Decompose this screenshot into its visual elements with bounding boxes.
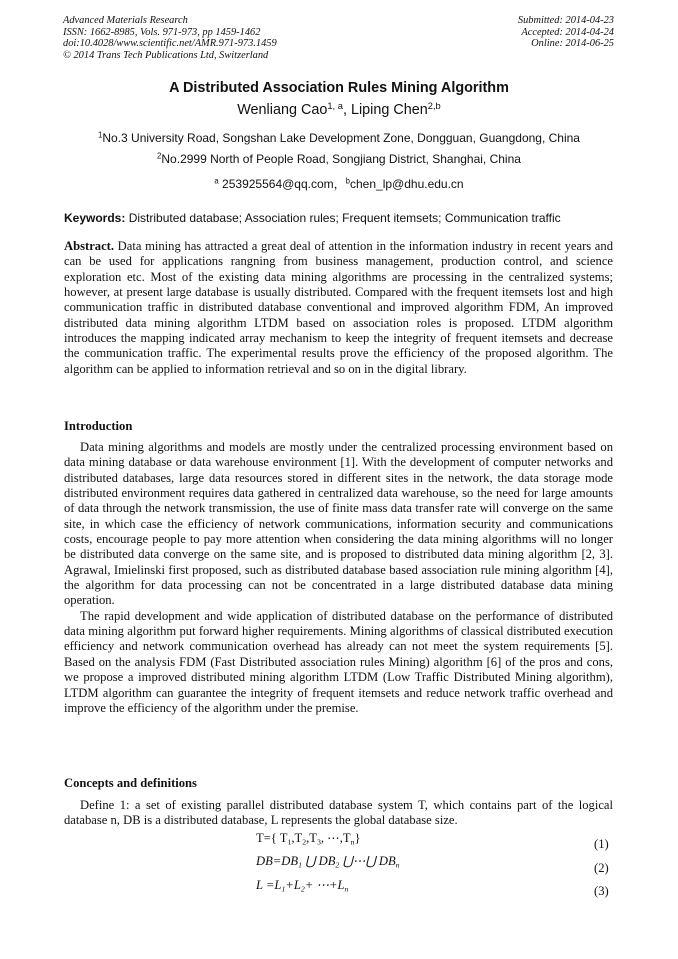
affiliation-1-text: No.3 University Road, Songshan Lake Development Zone, Dongguan, Guangdong, China	[102, 131, 580, 145]
email-a: 253925564@qq.com，	[218, 177, 346, 191]
equation-2: $DB=DB_1$ ⋃ $DB_2$ ⋃⋯⋃ $DB_n$	[256, 854, 400, 870]
abstract-text: Data mining has attracted a great deal of attention in the information industry in recent years and can be used for applications rangning from business management, production control, and science exploration etc. Most of the existing data mining algorithms are processing in the centralized systems; however, at present large database is usually distributed. Compared with the frequent itemsets lost and high communication traffic in distributed database conventional and improved algorithm FDM, An improved distributed data mining algorithm LTDM based on association roles is proposed. LTDM algorithm introduces the mapping indicated array mechanism to keep the integrity of frequent itemsets and decrease the communication traffic. The experimental results prove the efficiency of the proposed algorithm. The algorithm can be applied to information retrieval and so on in the digital library.	[64, 239, 613, 376]
submitted-date: Submitted: 2014-04-23	[517, 15, 614, 26]
publication-dates	[518, 15, 614, 50]
author-emails	[0, 175, 678, 192]
paper-title: A Distributed Association Rules Mining Algorithm	[169, 80, 509, 96]
author-2-name: Liping Chen	[350, 102, 428, 118]
email-b-superscript: b	[345, 176, 350, 186]
abstract-label: Abstract.	[64, 239, 115, 253]
doi-line: doi:10.4028/www.scientific.net/AMR.971-973.1459	[63, 38, 277, 50]
issn-line: ISSN: 1662-8985, Vols. 971-973, pp 1459-1462	[63, 26, 261, 38]
journal-name: Advanced Materials Research	[63, 15, 188, 26]
affiliation-1-superscript: 1	[98, 130, 103, 140]
abstract-paragraph	[64, 239, 613, 377]
introduction-paragraph-2: The rapid development and wide application of distributed database on the performance of distributed data mining algorithm put forward higher requirements. Mining algorithms of classical distributed execution efficiency and network communication overhead has already can not meet the system requirements [5]. Based on the analysis FDM (Fast Distributed association rules Mining) algorithm [6] of the pros and cons, we propose a improved distributed mining algorithm LTDM (Low Traffic Distributed Mining algorithm), LTDM algorithm can guarantee the integrity of frequent itemsets and reduce network traffic overhead and improve the efficiency of the algorithm under the premise.	[64, 608, 613, 715]
accepted-date: Accepted: 2014-04-24	[521, 26, 614, 38]
author-1-name: Wenliang Cao	[237, 102, 328, 118]
keywords-line	[64, 211, 561, 225]
equation-1: T={ $T_1,T_2,T_3$, $\cdots,T_n$}	[256, 831, 361, 847]
concepts-heading: Concepts and definitions	[64, 776, 197, 790]
email-a-superscript: a	[214, 176, 219, 186]
keywords-text: Distributed database; Association rules; Frequent itemsets; Communication traffic	[125, 211, 561, 225]
affiliation-2	[0, 152, 678, 166]
equation-3: $L =L_1+L_2+$ $\cdots+L_n$	[256, 878, 349, 894]
concepts-body	[64, 798, 613, 829]
email-b: chen_lp@dhu.edu.cn	[350, 177, 464, 191]
introduction-heading: Introduction	[64, 419, 133, 433]
equation-3-number: (3)	[594, 884, 609, 898]
author-2-superscript: 2,b	[427, 100, 441, 111]
author-line	[0, 102, 678, 118]
copyright-line: © 2014 Trans Tech Publications Ltd, Switzerland	[63, 49, 269, 61]
keywords-label: Keywords:	[64, 211, 126, 225]
author-1-superscript: 1, a	[327, 100, 343, 111]
introduction-body	[64, 440, 613, 716]
introduction-paragraph-1: Data mining algorithms and models are mostly under the centralized processing environment based on data mining database or data warehouse environment [1]. With the development of computer networks and distributed databases, large data resources stored in different sites in the network, the data storage mode distributed environment requires data gathered in centralized data warehouse, so the need for large amounts of data through the network transmission, the use of finite mass data transfer rate will converge on the same site, in which case the efficiency of network communications, information security and communications costs, encourage people to pay more attention when considering the data mining algorithms will no longer be distributed data converge on the same site, and is proposed to distributed data mining algorithm [2, 3]. Agrawal, Imielinski first proposed, such as distributed database based association rule mining algorithm [4], the algorithm for data processing can not be concentrated in a large distributed database data mining operation.	[64, 440, 613, 608]
equation-1-number: (1)	[594, 837, 609, 851]
author-separator: ,	[342, 102, 351, 118]
concepts-paragraph-1: Define 1: a set of existing parallel distributed database system T, which contains part of the logical database n, DB is a distributed database, L represents the global database size.	[64, 798, 613, 828]
online-date: Online: 2014-06-25	[531, 38, 614, 50]
affiliation-2-text: No.2999 North of People Road, Songjiang District, Shanghai, China	[161, 152, 521, 166]
publication-info	[63, 15, 277, 61]
equation-2-number: (2)	[594, 861, 609, 875]
affiliation-2-superscript: 2	[157, 151, 162, 161]
affiliation-1	[0, 131, 678, 145]
